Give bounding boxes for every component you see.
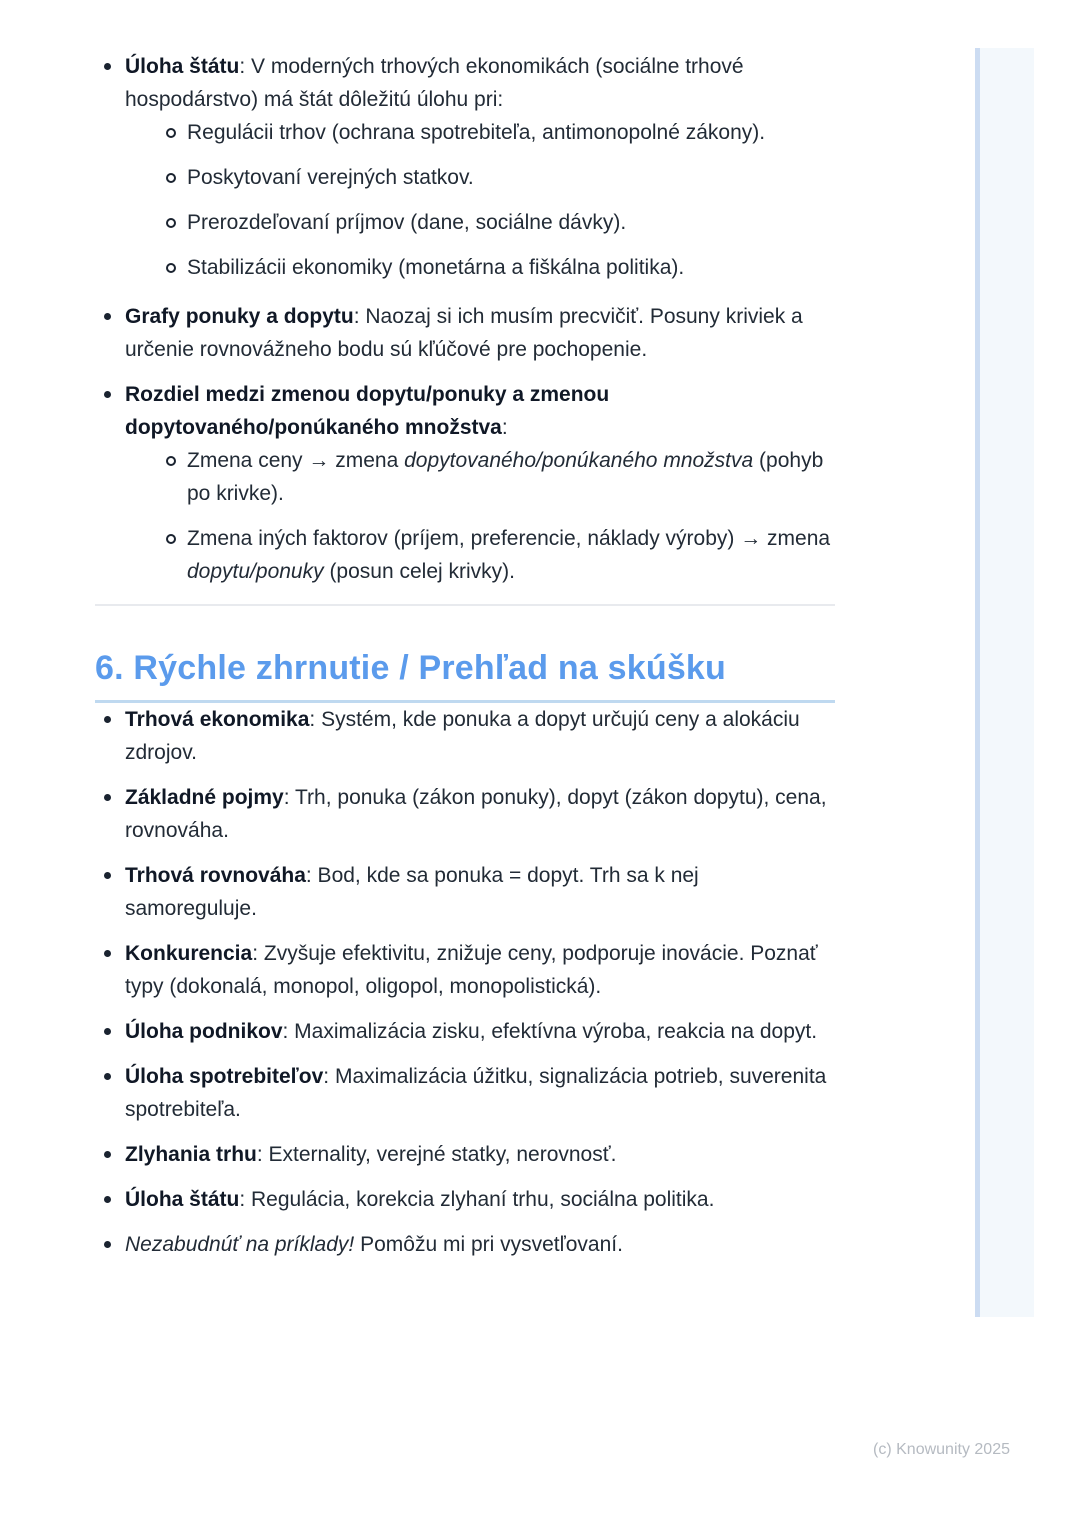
text-segment: Zmena ceny → zmena [187,449,405,472]
list-item [95,781,835,847]
text-segment: Konkurencia [125,942,253,965]
bullet-dot-icon [104,391,111,398]
bullet-circle-icon [166,263,176,273]
list-item-text [125,305,803,361]
list-item [95,1015,835,1048]
list-item-text [125,864,699,920]
notes-list [95,50,835,588]
text-segment: : V moderných trhových ekonomikách (sociálne trhové hospodárstvo) má štát dôležitú úlohu pri: [125,55,744,111]
bullet-circle-icon [166,218,176,228]
summary-list [95,703,835,1261]
text-segment: : Zvyšuje efektivitu, znižuje ceny, podporuje inovácie. Poznať typy (dokonalá, monopol, oligopol, monopolistická). [125,942,818,998]
sub-list-item [157,444,835,510]
text-segment: Trhová rovnováha [125,864,306,887]
list-item [95,703,835,769]
sub-list-item [157,251,835,284]
text-segment: Grafy ponuky a dopytu [125,305,354,328]
text-segment: (pohyb po krivke). [187,449,824,505]
text-segment: Základné pojmy [125,786,284,809]
text-segment: Poskytovaní verejných statkov. [187,166,474,189]
sub-list-item-text [187,449,823,505]
list-item-text [125,1233,623,1256]
text-segment: dopytu/ponuky [187,560,324,583]
text-segment: : Bod, kde sa ponuka = dopyt. Trh sa k nej samoreguluje. [125,864,699,920]
list-item [95,1183,835,1216]
bullet-circle-icon [166,128,176,138]
bullet-dot-icon [104,1073,111,1080]
text-segment: : [501,416,508,439]
bullet-dot-icon [104,1196,111,1203]
text-segment: dopytovaného/ponúkaného množstva [404,449,754,472]
bullet-dot-icon [104,313,111,320]
bullet-dot-icon [104,716,111,723]
bullet-dot-icon [104,872,111,879]
list-item-text [125,1020,817,1043]
bullet-dot-icon [104,1028,111,1035]
text-segment: Nezabudnúť na príklady! [125,1233,355,1256]
text-segment: Úloha podnikov [125,1020,283,1043]
sub-list-item-text [187,121,765,144]
sub-list-item [157,161,835,194]
text-segment: : Trh, ponuka (zákon ponuky), dopyt (zákon dopytu), cena, rovnováha. [125,786,827,842]
sub-list-item-text [187,211,626,234]
list-item-text [125,1143,616,1166]
bullet-circle-icon [166,456,176,466]
text-segment: Regulácii trhov (ochrana spotrebiteľa, antimonopolné zákony). [187,121,766,144]
list-item-text [125,786,827,842]
page-accent-bar [975,48,1034,1317]
sub-list-item [157,206,835,239]
sub-list-item-text [187,527,830,583]
sub-list-item-text [187,166,474,189]
sub-list [125,444,835,588]
list-item-text [125,1065,826,1121]
list-item [95,1138,835,1171]
text-segment: (posun celej krivky). [323,560,515,583]
text-segment: Prerozdeľovaní príjmov (dane, sociálne dávky). [187,211,627,234]
text-segment: Úloha štátu [125,55,240,78]
list-item [95,50,835,284]
text-segment: : Maximalizácia úžitku, signalizácia potrieb, suverenita spotrebiteľa. [125,1065,827,1121]
list-item-text [125,383,609,439]
text-segment: : Maximalizácia zisku, efektívna výroba, reakcia na dopyt. [282,1020,818,1043]
text-segment: : Externality, verejné statky, nerovnosť. [256,1143,617,1166]
list-item-text [125,708,800,764]
section-heading: 6. Rýchle zhrnutie / Prehľad na skúšku [95,646,835,703]
text-segment: : Regulácia, korekcia zlyhaní trhu, sociálna politika. [239,1188,715,1211]
text-segment: Pomôžu mi pri vysvetľovaní. [354,1233,623,1256]
bullet-dot-icon [104,794,111,801]
text-segment: Zlyhania trhu [125,1143,257,1166]
bullet-dot-icon [104,63,111,70]
list-item [95,1228,835,1261]
list-item [95,378,835,588]
bullet-dot-icon [104,950,111,957]
list-item [95,1060,835,1126]
footer-copyright: (c) Knowunity 2025 [873,1441,1010,1458]
bullet-dot-icon [104,1151,111,1158]
list-item-text [125,942,818,998]
text-segment: Úloha spotrebiteľov [125,1065,324,1088]
page-content [95,50,835,1273]
sub-list [125,116,835,284]
sub-list-item [157,116,835,149]
text-segment: : Naozaj si ich musím precvičiť. Posuny kriviek a určenie rovnovážneho bodu sú kľúčové pre pochopenie. [125,305,803,361]
sub-list-item [157,522,835,588]
list-item-text [125,55,744,111]
text-segment: Úloha štátu [125,1188,240,1211]
text-segment: : Systém, kde ponuka a dopyt určujú ceny a alokáciu zdrojov. [125,708,800,764]
bullet-circle-icon [166,534,176,544]
sub-list-item-text [187,256,684,279]
list-item [95,300,835,366]
text-segment: Zmena iných faktorov (príjem, preferencie, náklady výroby) → zmena [187,527,831,550]
text-segment: Rozdiel medzi zmenou dopytu/ponuky a zmenou dopytovaného/ponúkaného množstva [125,383,610,439]
list-item-text [125,1188,714,1211]
list-item [95,937,835,1003]
bullet-circle-icon [166,173,176,183]
text-segment: Trhová ekonomika [125,708,310,731]
section-divider [95,604,835,606]
bullet-dot-icon [104,1241,111,1248]
text-segment: Stabilizácii ekonomiky (monetárna a fiškálna politika). [187,256,685,279]
list-item [95,859,835,925]
